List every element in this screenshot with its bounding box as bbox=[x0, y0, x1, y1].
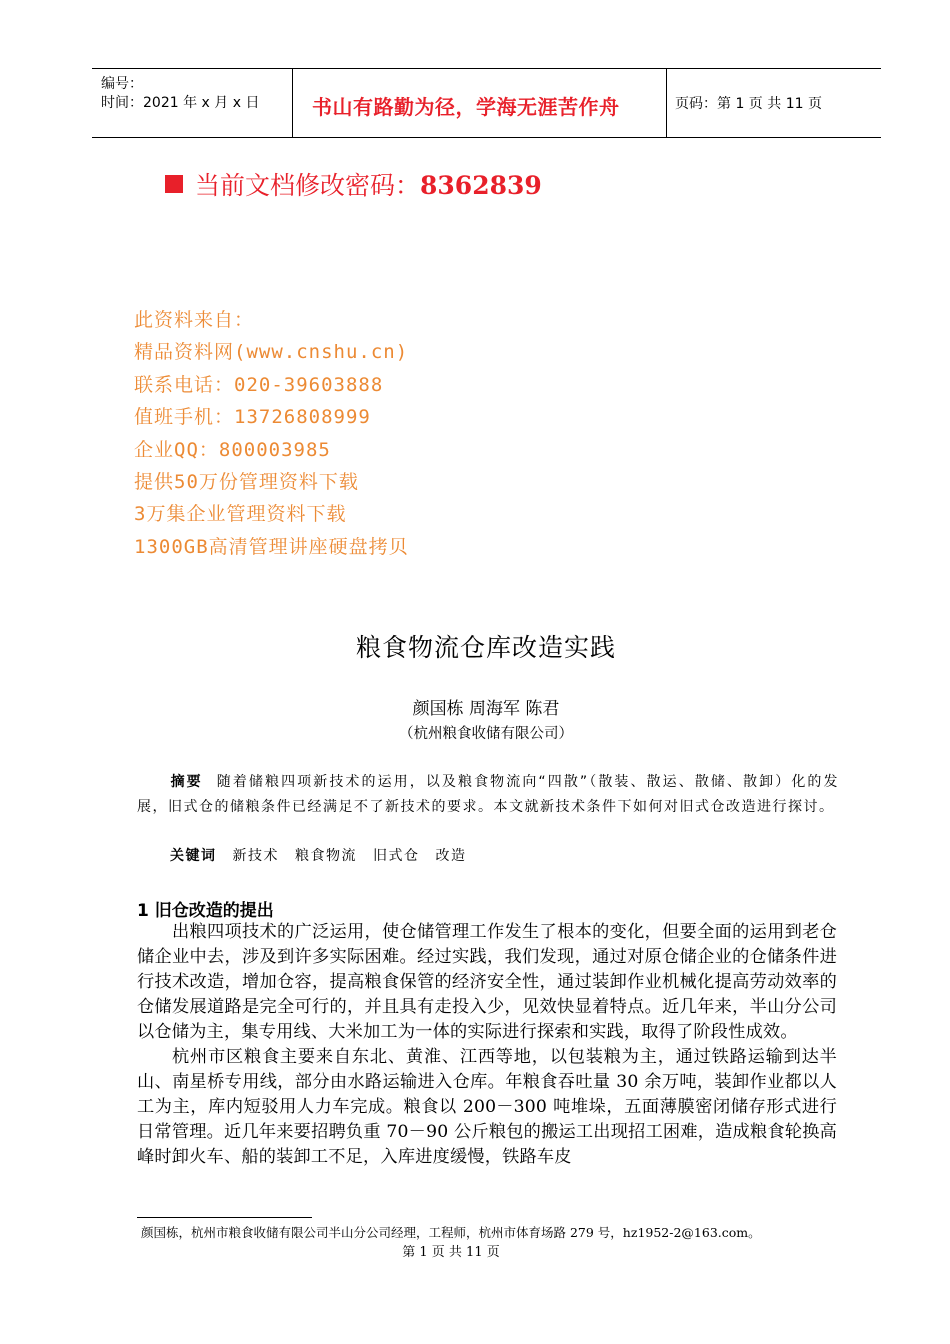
document-number-label: 编号： bbox=[101, 76, 143, 92]
page-footer: 第 1 页 共 11 页 bbox=[402, 1245, 500, 1260]
keyword: 旧式仓 bbox=[373, 848, 420, 864]
header-motto: 书山有路勤为径，学海无涯苦作舟 bbox=[312, 95, 620, 119]
section-heading: 1 旧仓改造的提出 bbox=[137, 901, 274, 921]
footnote: 颜国栋，杭州市粮食收储有限公司半山分公司经理，工程师，杭州市体育场路 279 号，hz1952-2@163.com。 bbox=[141, 1225, 761, 1240]
source-line: 值班手机：13726808999 bbox=[134, 406, 371, 428]
footnote-divider bbox=[137, 1217, 312, 1218]
source-line: 精品资料网(www.cnshu.cn) bbox=[134, 341, 409, 363]
header-left-cell bbox=[92, 69, 292, 137]
red-square-icon bbox=[165, 175, 183, 193]
body-text bbox=[137, 920, 837, 1170]
header-right-cell bbox=[666, 69, 881, 137]
article-title: 粮食物流仓库改造实践 bbox=[355, 633, 616, 662]
source-line: 提供50万份管理资料下载 bbox=[134, 471, 359, 493]
header-page-info: 页码：第 1 页 共 11 页 bbox=[675, 96, 822, 112]
keyword: 粮食物流 bbox=[295, 848, 357, 864]
abstract bbox=[137, 770, 839, 819]
abstract-text: 随着储粮四项新技术的运用，以及粮食物流向“四散”（散装、散运、散储、散卸）化的发展，旧式仓的储粮条件已经满足不了新技术的要求。本文就新技术条件下如何对旧式仓改造进行探讨。 bbox=[137, 774, 839, 815]
page-header bbox=[92, 68, 881, 138]
article-authors: 颜国栋 周海军 陈君 bbox=[412, 699, 560, 719]
source-line: 联系电话：020-39603888 bbox=[134, 374, 384, 396]
header-center-cell bbox=[292, 69, 667, 137]
keyword: 新技术 bbox=[232, 848, 279, 864]
source-line: 1300GB高清管理讲座硬盘拷贝 bbox=[134, 536, 409, 558]
password-label: 当前文档修改密码： bbox=[195, 171, 421, 200]
keyword: 改造 bbox=[435, 848, 467, 864]
source-line: 3万集企业管理资料下载 bbox=[134, 503, 347, 525]
source-line: 此资料来自： bbox=[134, 309, 255, 331]
paragraph: 出粮四项技术的广泛运用，使仓储管理工作发生了根本的变化，但要全面的运用到老仓储企业中去，涉及到许多实际困难。经过实践，我们发现，通过对原仓储企业的仓储条件进行技术改造，增加仓容，提高粮食保管的经济安全性，通过装卸作业机械化提高劳动效率的仓储发展道路是完全可行的，并且具有走投入少，见效快显着特点。近几年来，半山分公司以仓储为主，集专用线、大米加工为一体的实际进行探索和实践，取得了阶段性成效。 bbox=[137, 922, 837, 1042]
paragraph: 杭州市区粮食主要来自东北、黄淮、江西等地，以包装粮为主，通过铁路运输到达半山、南星桥专用线，部分由水路运输进入仓库。年粮食吞吐量 30 余万吨，装卸作业都以人工为主，库内短驳用人力车完成。粮食以 200－300 吨堆垛，五面薄膜密闭储存形式进行日常管理。近几年来要招聘负重 70－90 公斤粮包的搬运工出现招工困难，造成粮食轮换高峰时卸火车、船的装卸工不足，入库进度缓慢，铁路车皮 bbox=[137, 1047, 837, 1167]
abstract-label: 摘要 bbox=[170, 774, 203, 790]
keywords-label: 关键词 bbox=[170, 848, 217, 864]
article-affiliation: （杭州粮食收储有限公司） bbox=[399, 726, 573, 742]
password-notice bbox=[165, 166, 542, 202]
document-time-label: 时间：2021 年 x 月 x 日 bbox=[101, 95, 260, 111]
keywords bbox=[170, 845, 483, 865]
source-line: 企业QQ：800003985 bbox=[134, 439, 331, 461]
password-code: 8362839 bbox=[420, 171, 542, 200]
